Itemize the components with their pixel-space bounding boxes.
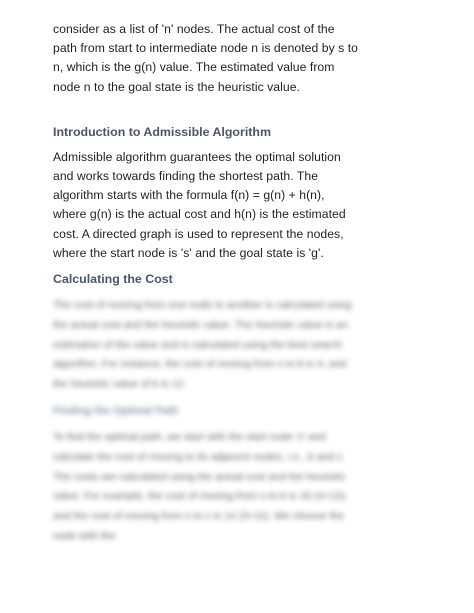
section-body-cost: The cost of moving from one node to another is calculated using the actual cost and the heuristic value. The heuristic value is an estimation of the value and is calculated using the best search algorithm. For instance, the cost of moving from s to b is 4, and the heuristic value of b is 12.: [53, 300, 352, 391]
spacer: [53, 97, 358, 123]
spacer: [53, 289, 358, 296]
intro-paragraph: consider as a list of 'n' nodes. The actual cost of the path from start to intermediate node n is denoted by s to n, which is the g(n) value. The estimated value from node n to the goal state is the heuristic value.: [53, 22, 359, 94]
section-heading-cost: Calculating the Cost: [53, 272, 173, 287]
spacer: [53, 263, 358, 270]
section-heading-optimal: Finding the Optimal Path: [53, 405, 179, 418]
spacer: [53, 395, 358, 402]
spacer: [53, 421, 358, 428]
section-body-optimal: To find the optimal path, we start with the start node 's' and calculate the cost of moving to its adjacent nodes, i.e., b and c. The costs are calculated using the actual cost and the heuristic value. For example, the cost of moving from s to b is 16 (4+12), and the cost of moving from s to c is 14 (3+11). We choose the node with the: [53, 432, 348, 542]
section-heading-admissible: Introduction to Admissible Algorithm: [53, 124, 271, 139]
section-body-admissible: Admissible algorithm guarantees the optimal solution and works towards finding the shortest path. The algorithm starts with the formula f(n) = g(n) + h(n), where g(n) is the actual cost and h(n) is the estimated cost. A directed graph is used to represent the nodes, where the start node is 's' and the goal state is 'g'.: [53, 149, 346, 260]
blurred-preview-region: [53, 296, 358, 547]
document-page: [53, 20, 358, 547]
